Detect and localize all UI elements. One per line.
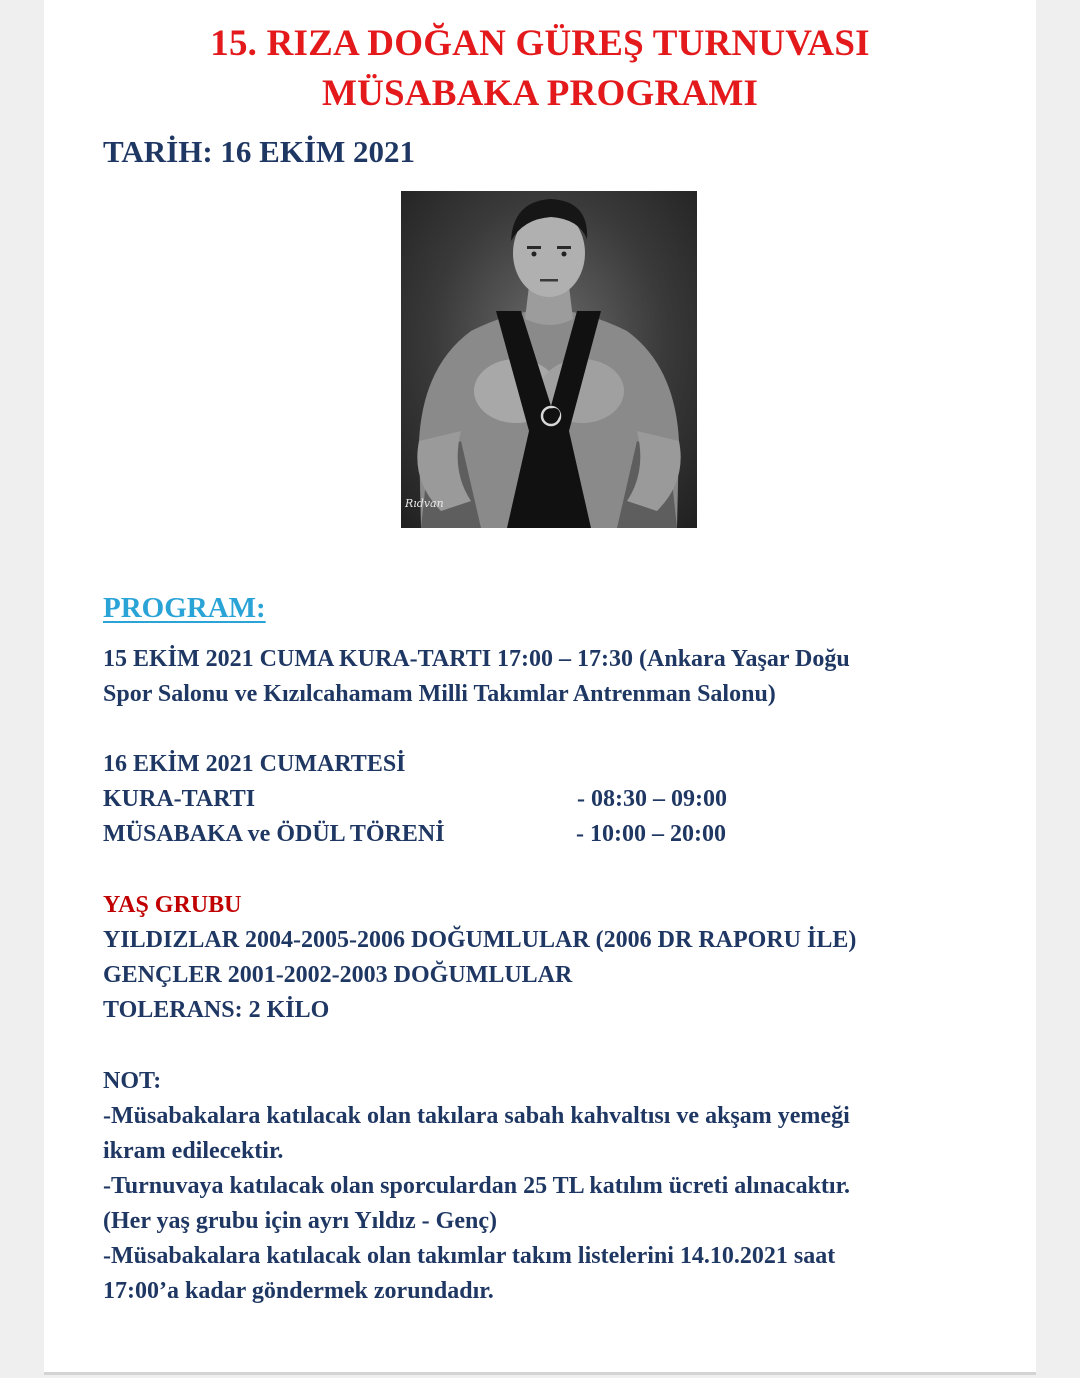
wrestler-photo	[401, 191, 697, 528]
program-day1-line2: Spor Salonu ve Kızılcahamam Milli Takımlar Antrenman Salonu)	[103, 681, 776, 707]
photo-signature: Rıdvan	[405, 497, 444, 510]
title-line-1: 15. RIZA DOĞAN GÜREŞ TURNUVASI	[210, 23, 870, 64]
wrestler-portrait-illustration	[401, 191, 697, 528]
age-group-line: TOLERANS: 2 KİLO	[103, 997, 330, 1023]
age-group-line: GENÇLER 2001-2002-2003 DOĞUMLULAR	[103, 962, 573, 988]
notes-heading: NOT:	[103, 1068, 162, 1094]
program-heading: PROGRAM:	[103, 592, 266, 624]
age-group-line: YILDIZLAR 2004-2005-2006 DOĞUMLULAR (2006 DR RAPORU İLE)	[103, 927, 857, 953]
note-line: -Müsabakalara katılacak olan takımlar takım listelerini 14.10.2021 saat	[103, 1243, 836, 1269]
age-group-heading: YAŞ GRUBU	[103, 892, 242, 918]
schedule-row-time: - 08:30 – 09:00	[577, 786, 727, 812]
note-line: ikram edilecektir.	[103, 1138, 284, 1164]
schedule-row-time: - 10:00 – 20:00	[576, 821, 726, 847]
schedule-row	[103, 782, 727, 817]
schedule-row-label: KURA-TARTI	[103, 786, 256, 812]
note-line: -Turnuvaya katılacak olan sporculardan 25 TL katılım ücreti alınacaktır.	[103, 1173, 851, 1199]
schedule-row	[103, 817, 726, 852]
note-line: 17:00’a kadar göndermek zorundadır.	[103, 1278, 494, 1304]
program-day2-heading: 16 EKİM 2021 CUMARTESİ	[103, 751, 406, 777]
note-line: (Her yaş grubu için ayrı Yıldız - Genç)	[103, 1208, 497, 1234]
document-page	[44, 0, 1036, 1375]
schedule-row-label: MÜSABAKA ve ÖDÜL TÖRENİ	[103, 821, 445, 847]
note-line: -Müsabakalara katılacak olan takılara sabah kahvaltısı ve akşam yemeği	[103, 1103, 850, 1129]
title-line-2: MÜSABAKA PROGRAMI	[321, 73, 759, 114]
program-day1-line1: 15 EKİM 2021 CUMA KURA-TARTI 17:00 – 17:30 (Ankara Yaşar Doğu	[103, 646, 850, 672]
event-date: TARİH: 16 EKİM 2021	[103, 134, 416, 169]
